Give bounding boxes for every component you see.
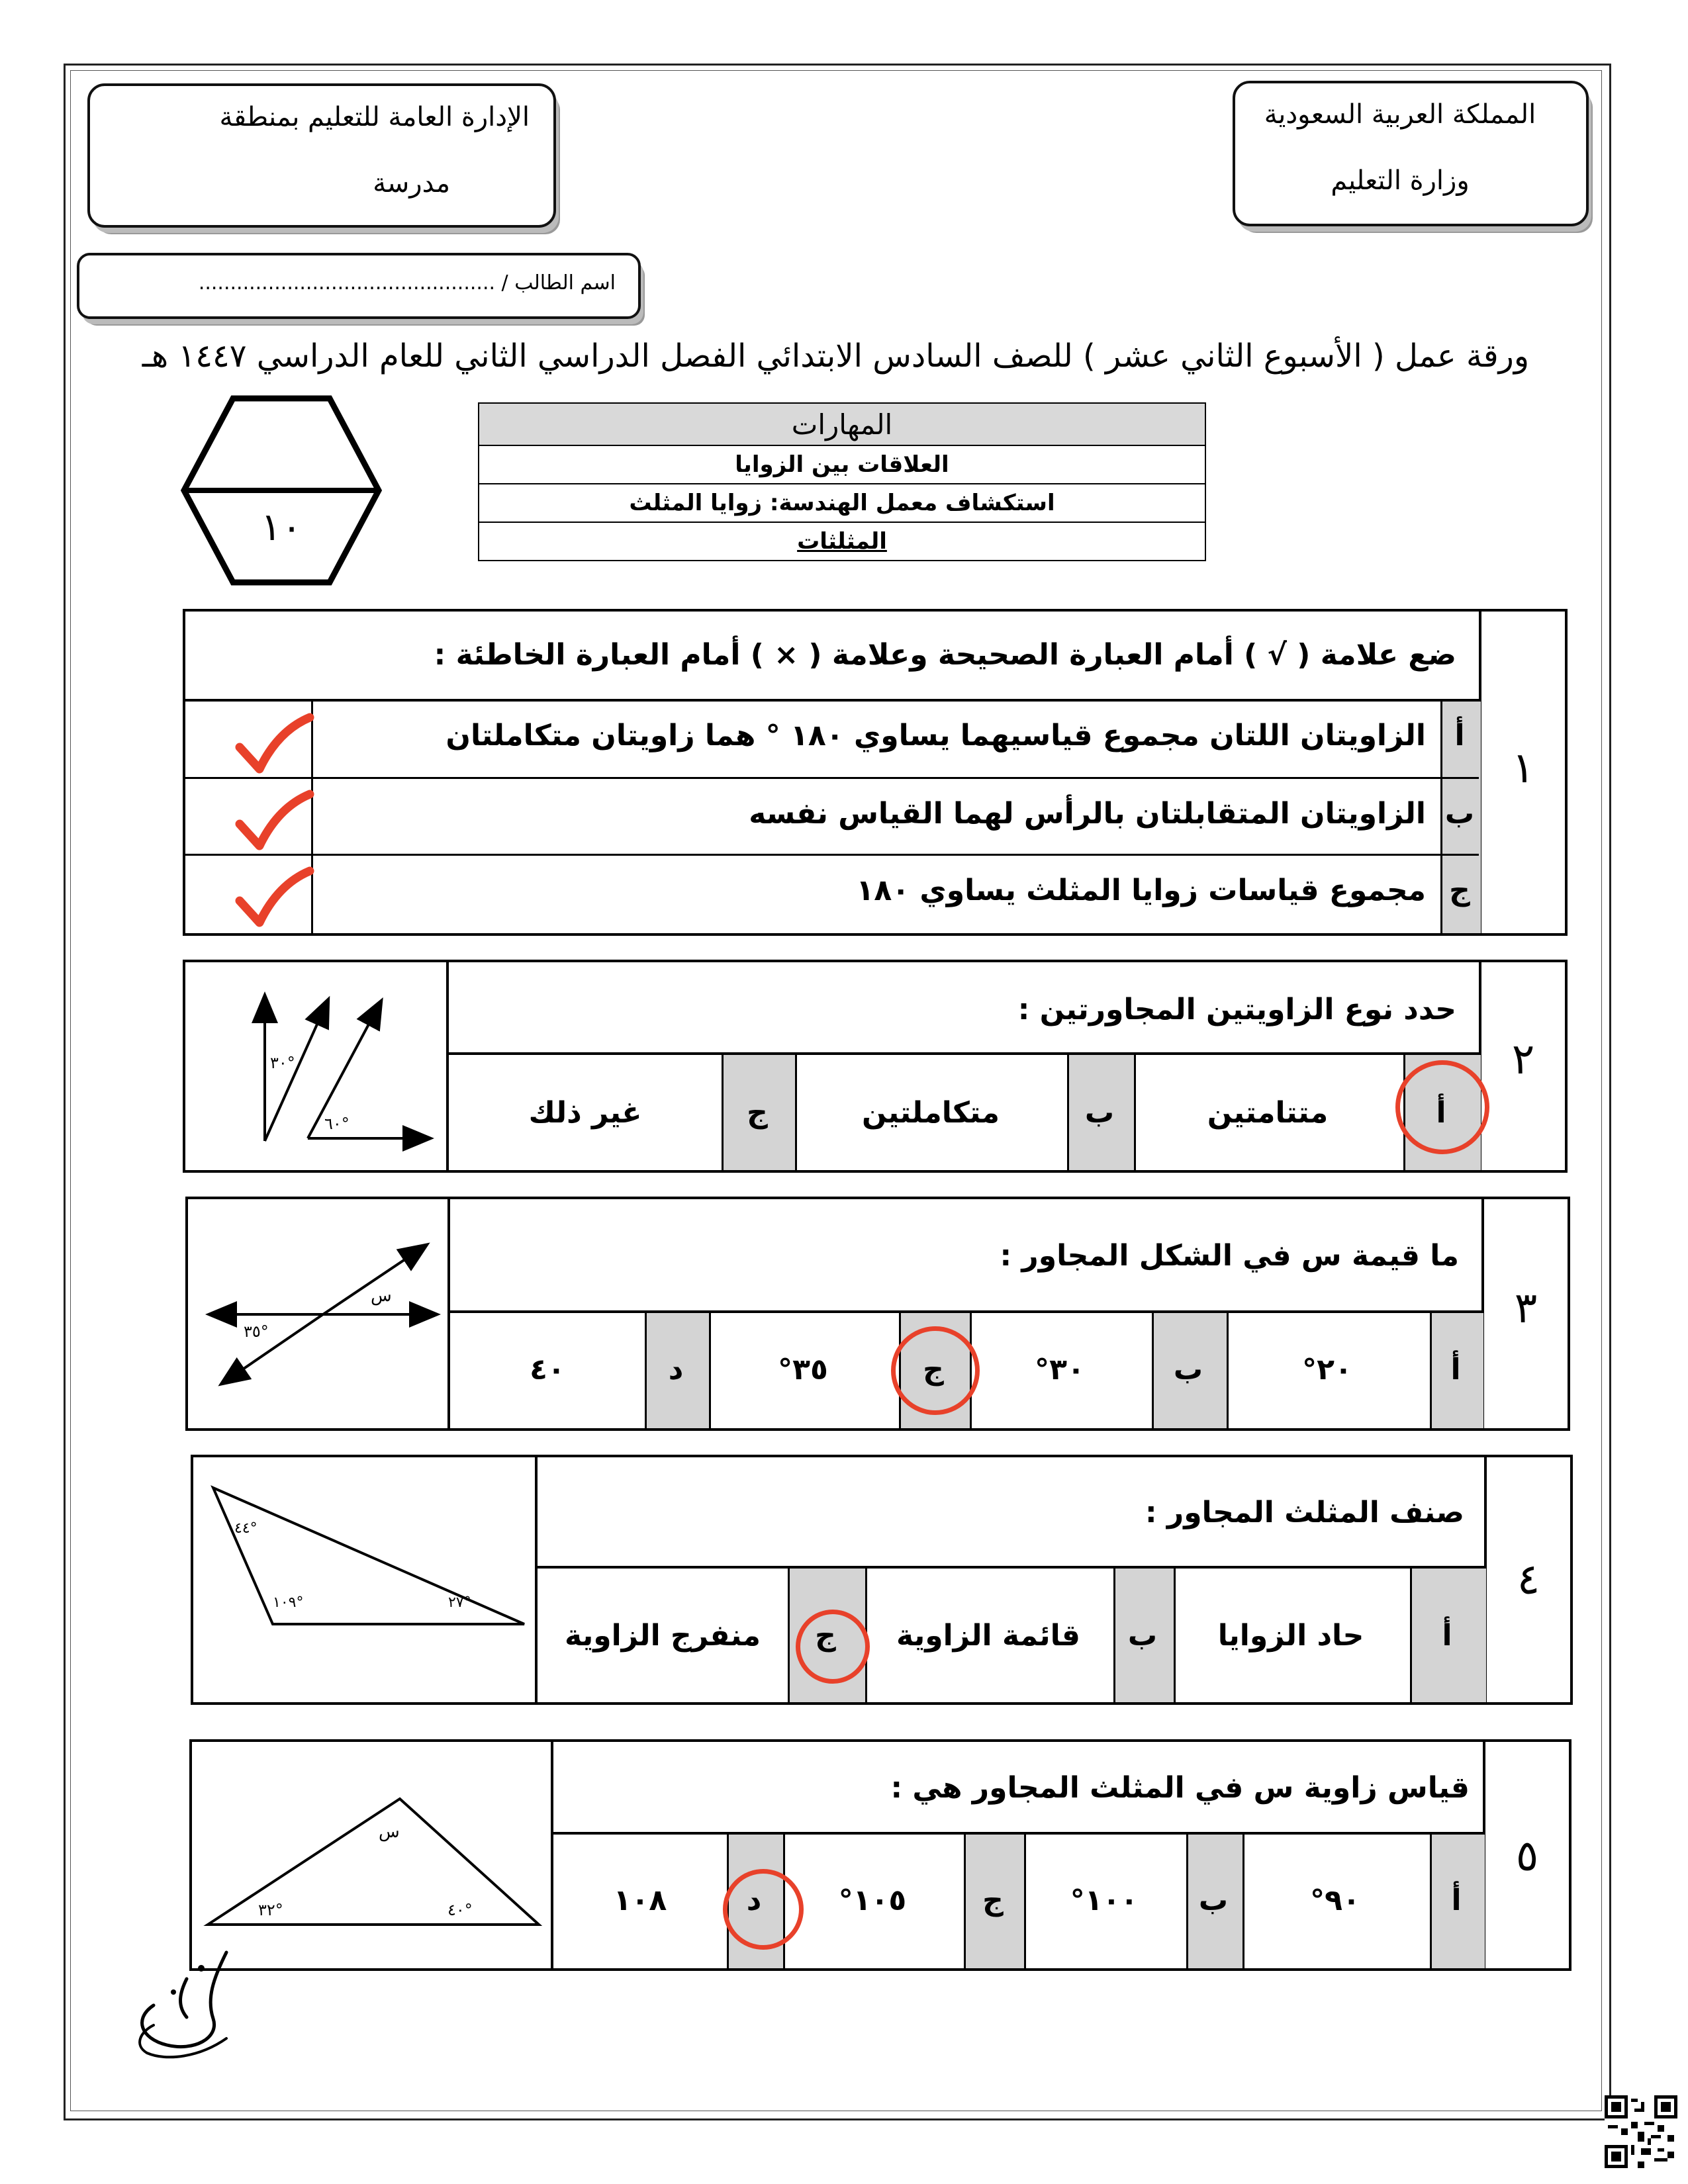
obtuse-triangle-figure — [200, 1477, 531, 1636]
skill-item: المثلثات — [479, 522, 1205, 561]
prompt-divider — [535, 1566, 1484, 1569]
score-hexagon — [179, 394, 384, 586]
option-text[interactable]: ٣٠° — [1035, 1353, 1085, 1387]
angle-label: ٣٠° — [270, 1054, 295, 1072]
question-4 — [191, 1455, 1573, 1705]
option-letter: أ — [1436, 1096, 1446, 1130]
option-text[interactable]: ١٠٥° — [838, 1884, 907, 1917]
option-letter: ب — [1173, 1353, 1203, 1387]
prompt-divider — [446, 1052, 1479, 1055]
question-prompt: قياس زاوية س في المثلث المجاور هي : — [890, 1771, 1470, 1805]
angle-label: ٣٥° — [244, 1322, 269, 1341]
check-mark-icon — [232, 711, 318, 777]
angle-label: ٦٠° — [324, 1115, 350, 1133]
skills-table — [478, 402, 1206, 561]
row-letter: ب — [1444, 797, 1475, 831]
skills-heading: المهارات — [479, 403, 1205, 445]
option-text[interactable]: قائمة الزاوية — [896, 1619, 1080, 1653]
question-prompt: ما قيمة س في الشكل المجاور : — [1000, 1239, 1459, 1273]
figure-divider — [535, 1457, 538, 1702]
option-text[interactable]: ٩٠° — [1310, 1884, 1360, 1917]
skill-item: استكشاف معمل الهندسة: زوايا المثلث — [479, 484, 1205, 522]
angle-label: ٣٢° — [258, 1901, 283, 1919]
option-letter: أ — [1451, 1884, 1462, 1917]
option-text[interactable]: ١٠٠° — [1070, 1884, 1139, 1917]
question-number: ١ — [1511, 744, 1535, 793]
option-text[interactable]: منفرج الزاوية — [565, 1619, 761, 1653]
triangle-figure — [201, 1768, 545, 1934]
education-directorate: الإدارة العامة للتعليم بمنطقة — [219, 102, 530, 132]
statement-text: الزاويتان المتقابلتان بالرأس لهما القياس نفسه — [749, 797, 1426, 831]
option-letter: أ — [1450, 1353, 1461, 1387]
question-prompt: حدد نوع الزاويتين المجاورتين : — [1017, 993, 1456, 1026]
figure-divider — [551, 1742, 553, 1968]
option-text[interactable]: حاد الزوايا — [1217, 1619, 1364, 1653]
option-letter: ب — [1127, 1619, 1158, 1653]
option-letter: ج — [982, 1884, 1004, 1917]
option-text[interactable]: ٢٠° — [1302, 1353, 1352, 1387]
question-number: ٣ — [1514, 1284, 1538, 1333]
figure-divider — [447, 1199, 450, 1428]
check-mark-icon — [232, 788, 318, 854]
option-text[interactable]: ٤٠ — [530, 1353, 565, 1387]
question-1 — [183, 609, 1568, 936]
angle-label: ٤٤° — [234, 1520, 258, 1537]
selected-answer-circle — [723, 1869, 804, 1950]
question-prompt: ضع علامة ( √ ) أمام العبارة الصحيحة وعلامة ( × ) أمام العبارة الخاطئة : — [434, 638, 1456, 672]
question-2 — [183, 960, 1568, 1173]
option-text[interactable]: ٣٥° — [778, 1353, 828, 1387]
angle-label: ٢٧° — [448, 1594, 471, 1611]
score-value: ١٠ — [260, 504, 303, 549]
row-letter: ج — [1449, 874, 1470, 907]
kingdom-name: المملكة العربية السعودية — [1264, 99, 1536, 130]
option-letter: ج — [923, 1353, 944, 1387]
angle-label: س — [379, 1822, 400, 1842]
school-name: مدرسة — [373, 168, 450, 199]
statement-text: الزاويتان اللتان مجموع قياسيهما يساوي ١٨٠ ° هما زاويتان متكاملتان — [445, 719, 1426, 752]
option-text[interactable]: متكاملتين — [861, 1096, 1000, 1130]
option-letter: ب — [1198, 1884, 1229, 1917]
angle-label: ١٠٩° — [273, 1594, 304, 1611]
option-letter: أ — [1442, 1619, 1452, 1653]
question-number: ٥ — [1515, 1832, 1539, 1881]
intersecting-lines-figure — [197, 1216, 442, 1415]
row-divider — [185, 854, 1479, 856]
question-5 — [189, 1739, 1571, 1971]
selected-answer-circle — [1395, 1060, 1489, 1154]
question-prompt: صنف المثلث المجاور : — [1145, 1496, 1464, 1529]
selected-answer-circle — [891, 1326, 980, 1415]
signature-logo — [114, 1939, 266, 2065]
ministry-name: وزارة التعليم — [1331, 165, 1470, 196]
selected-answer-circle — [796, 1610, 870, 1684]
question-number: ٢ — [1511, 1035, 1535, 1084]
check-mark-icon — [232, 864, 318, 931]
qr-code-icon — [1605, 2095, 1677, 2168]
option-letter: د — [668, 1353, 684, 1387]
option-text[interactable]: متتامتين — [1207, 1096, 1329, 1130]
option-letter: ب — [1084, 1096, 1115, 1130]
angle-label: س — [371, 1286, 392, 1306]
statement-text: مجموع قياسات زوايا المثلث يساوي ١٨٠ — [856, 874, 1426, 907]
parallel-rays-figure — [212, 982, 437, 1161]
angle-label: ٤٠° — [447, 1901, 473, 1919]
figure-divider — [446, 962, 449, 1170]
option-text[interactable]: غير ذلك — [528, 1096, 642, 1130]
skill-item: العلاقات بين الزوايا — [479, 445, 1205, 484]
row-letter: أ — [1454, 719, 1465, 752]
question-number: ٤ — [1517, 1555, 1540, 1604]
option-letter: ج — [815, 1619, 836, 1653]
question-3 — [185, 1197, 1570, 1431]
worksheet-title: ورقة عمل ( الأسبوع الثاني عشر ) للصف السادس الابتدائي الفصل الدراسي الثاني للعام الدراسي ١٤٤٧ هـ — [142, 338, 1529, 375]
student-name-field[interactable]: اسم الطالب / ............................................... — [198, 271, 616, 295]
option-letter: ج — [747, 1096, 768, 1130]
prompt-divider — [185, 699, 1479, 702]
row-divider — [185, 777, 1479, 779]
option-letter: د — [746, 1884, 762, 1917]
option-text[interactable]: ١٠٨ — [613, 1884, 667, 1917]
